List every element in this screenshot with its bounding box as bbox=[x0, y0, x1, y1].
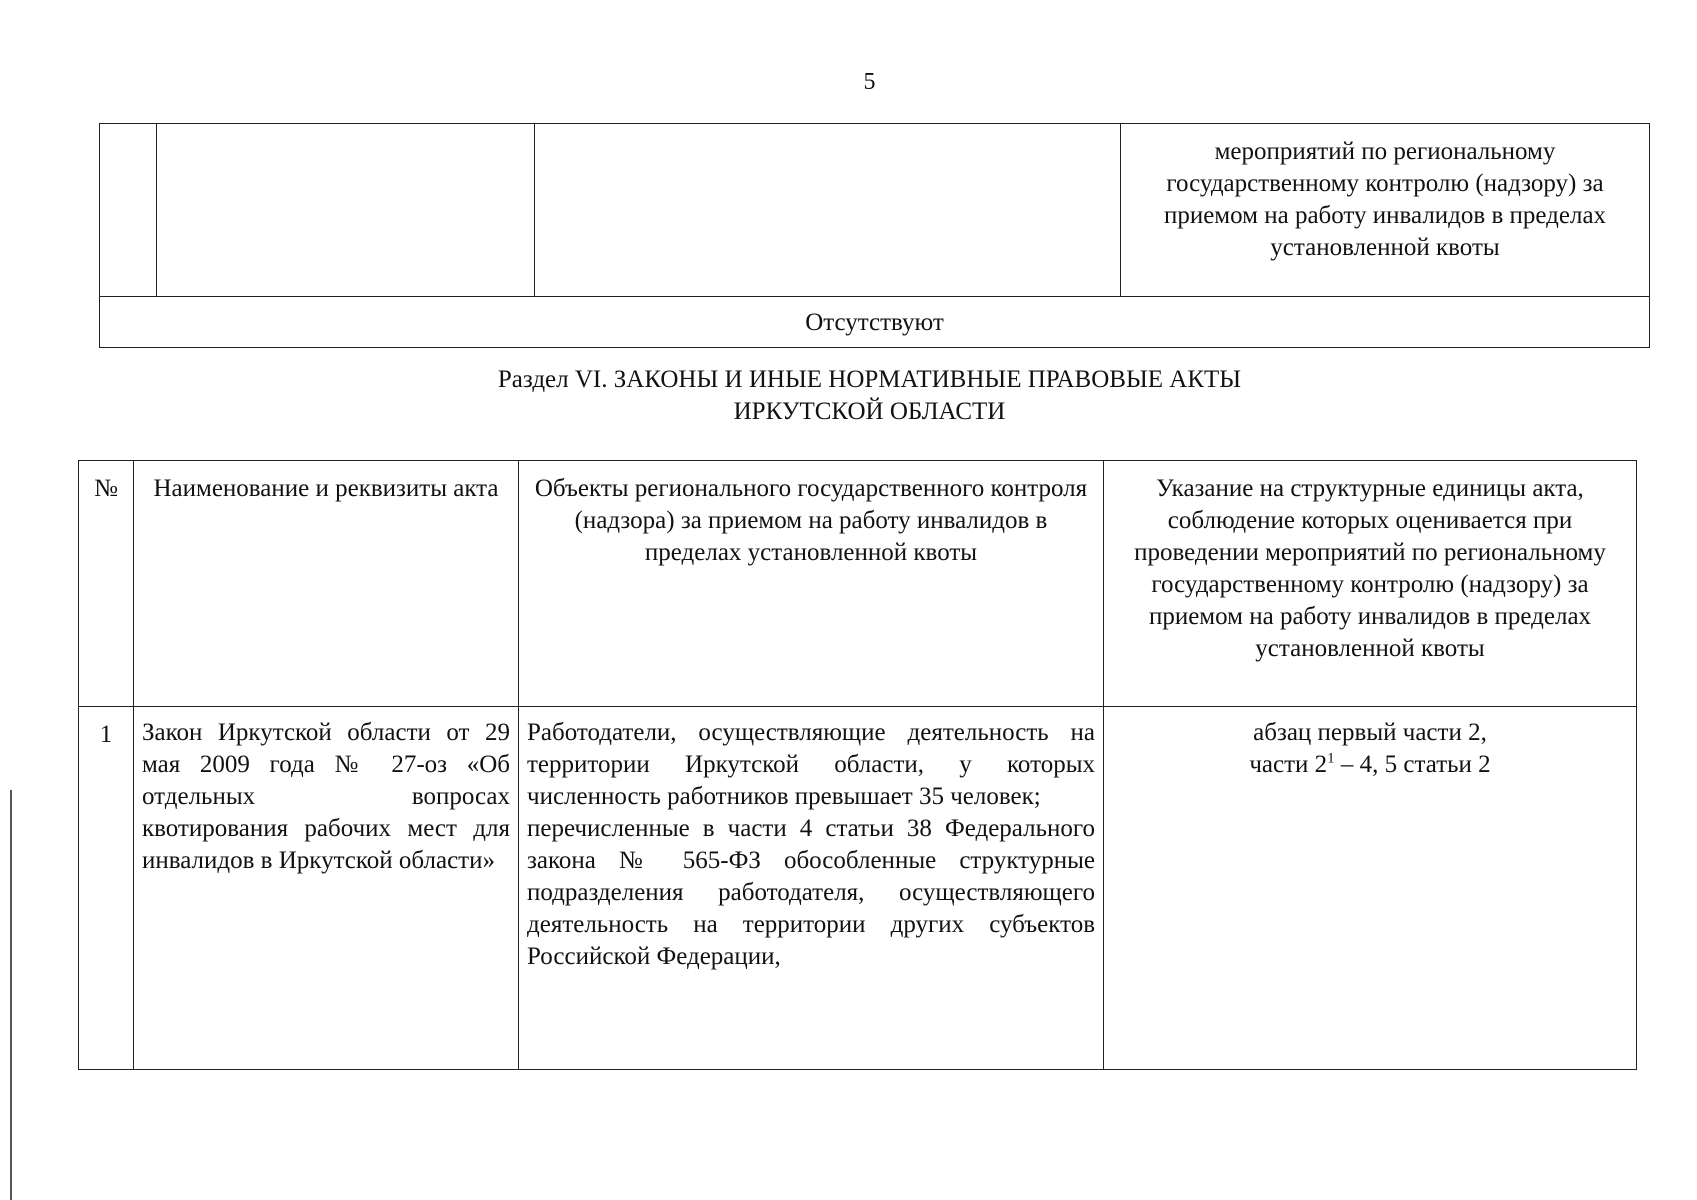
units-superscript: 1 bbox=[1327, 750, 1335, 767]
scan-edge-line bbox=[10, 790, 12, 1200]
empty-cell bbox=[535, 124, 1121, 297]
page-number: 5 bbox=[863, 69, 876, 95]
table-row bbox=[100, 297, 1650, 348]
absent-cell: Отсутствуют bbox=[100, 297, 1650, 348]
header-structural-units: Указание на структурные единицы акта, соблюдение которых оценивается при проведении мероприятий по региональному государственному контролю (надзору) за приемом на работу инвалидов в пределах установленной квоты bbox=[1104, 461, 1637, 707]
structural-units-cell bbox=[1104, 707, 1637, 1070]
units-text: части 2 bbox=[1249, 751, 1328, 778]
act-name-cell: Закон Иркутской области от 29 мая 2009 года № 27-оз «Об отдельных вопросах квотирования рабочих мест для инвалидов в Иркутской области» bbox=[134, 707, 519, 1070]
table-header-row bbox=[79, 461, 1637, 707]
objects-cell bbox=[519, 707, 1104, 1070]
row-number: 1 bbox=[79, 707, 134, 1070]
continued-text-cell: мероприятий по региональному государственному контролю (надзору) за приемом на работу инвалидов в пределах установленной квоты bbox=[1121, 124, 1650, 297]
section-title bbox=[0, 364, 1697, 428]
header-number: № bbox=[79, 461, 134, 707]
header-objects: Объекты регионального государственного контроля (надзора) за приемом на работу инвалидов в пределах установленной квоты bbox=[519, 461, 1104, 707]
header-act-name: Наименование и реквизиты акта bbox=[134, 461, 519, 707]
units-line-1: абзац первый части 2, bbox=[1253, 719, 1487, 746]
units-text-tail: – 4, 5 статьи 2 bbox=[1334, 751, 1491, 778]
section-title-line-2: ИРКУТСКОЙ ОБЛАСТИ bbox=[733, 398, 1006, 425]
table-row bbox=[100, 124, 1650, 297]
continuation-table bbox=[99, 123, 1650, 348]
table-row bbox=[79, 707, 1637, 1070]
objects-paragraph-2: перечисленные в части 4 статьи 38 Федерального закона № 565-ФЗ обособленные структурные подразделения работодателя, осуществляющего деятельность на территории других субъектов Российской Федерации, bbox=[527, 815, 1095, 970]
laws-table bbox=[78, 460, 1637, 1070]
objects-paragraph-1: Работодатели, осуществляющие деятельность на территории Иркутской области, у которых численность работников превышает 35 человек; bbox=[527, 719, 1095, 810]
units-line-2 bbox=[1112, 749, 1628, 781]
section-title-line-1: Раздел VI. ЗАКОНЫ И ИНЫЕ НОРМАТИВНЫЕ ПРАВОВЫЕ АКТЫ bbox=[497, 366, 1242, 393]
empty-cell bbox=[157, 124, 535, 297]
empty-cell bbox=[100, 124, 157, 297]
